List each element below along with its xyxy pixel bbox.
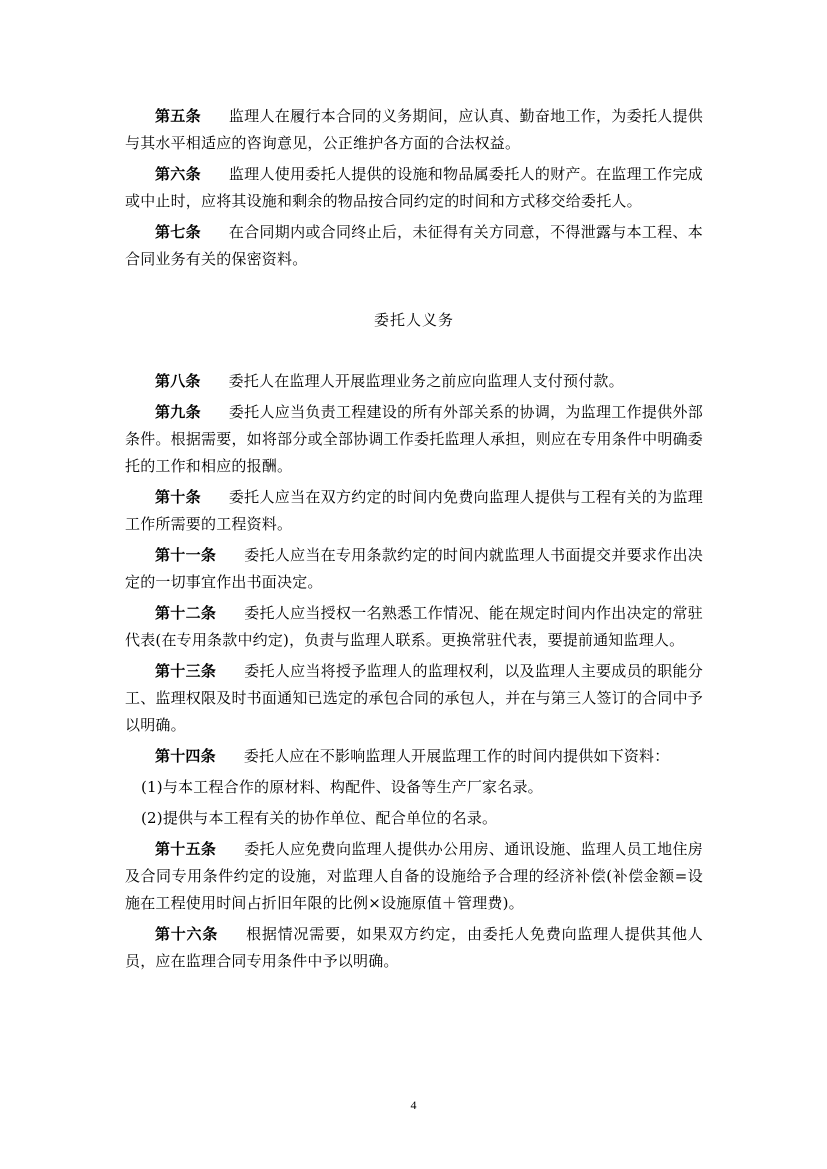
- article-text: 根据情况需要，如果双方约定，由委托人免费向监理人提供其他人员，应在监理合同专用条件中予以明确。: [125, 925, 703, 970]
- article-7: [125, 219, 703, 273]
- article-text: 委托人应当授权一名熟悉工作情况、能在规定时间内作出决定的常驻代表(在专用条款中约定)，负责与监理人联系。更换常驻代表，要提前通知监理人。: [125, 604, 703, 649]
- article-11: [125, 542, 703, 596]
- article-text: 委托人在监理人开展监理业务之前应向监理人支付预付款。: [228, 372, 624, 390]
- article-14: [125, 743, 703, 770]
- article-text: 监理人在履行本合同的义务期间，应认真、勤奋地工作，为委托人提供与其水平相适应的咨询意见，公正维护各方面的合法权益。: [125, 107, 703, 152]
- article-label: 第八条: [155, 372, 201, 390]
- article-9: [125, 399, 703, 480]
- list-item: (1)与本工程合作的原材料、构配件、设备等生产厂家名录。: [141, 778, 543, 796]
- article-text: 委托人应当负责工程建设的所有外部关系的协调，为监理工作提供外部条件。根据需要，如将部分或全部协调工作委托监理人承担，则应在专用条件中明确委托的工作和相应的报酬。: [125, 403, 703, 475]
- article-8: [125, 368, 703, 395]
- article-13: [125, 658, 703, 739]
- article-text: 委托人应免费向监理人提供办公用房、通讯设施、监理人员工地住房及合同专用条件约定的设施，对监理人自备的设施给予合理的经济补偿(补偿金额=设施在工程使用时间占折旧年限的比例×设施原值＋管理费)。: [125, 840, 703, 912]
- article-label: 第十条: [155, 488, 201, 506]
- document-body: [125, 103, 703, 979]
- article-label: 第五条: [155, 107, 201, 125]
- article-text: 委托人应在不影响监理人开展监理工作的时间内提供如下资料：: [243, 747, 670, 765]
- article-12: [125, 600, 703, 654]
- article-6: [125, 161, 703, 215]
- article-label: 第七条: [155, 223, 201, 241]
- page-number: 4: [410, 1098, 417, 1112]
- article-label: 第十六条: [155, 925, 219, 943]
- article-text: 委托人应当在专用条款约定的时间内就监理人书面提交并要求作出决定的一切事宜作出书面决定。: [125, 546, 703, 591]
- article-label: 第九条: [155, 403, 201, 421]
- article-text: 委托人应当将授予监理人的监理权利，以及监理人主要成员的职能分工、监理权限及时书面通知已选定的承包合同的承包人，并在与第三人签订的合同中予以明确。: [125, 662, 703, 734]
- article-5: [125, 103, 703, 157]
- article-text: 监理人使用委托人提供的设施和物品属委托人的财产。在监理工作完成或中止时，应将其设施和剩余的物品按合同约定的时间和方式移交给委托人。: [125, 165, 703, 210]
- article-label: 第十一条: [155, 546, 217, 564]
- article-text: 在合同期内或合同终止后，未征得有关方同意，不得泄露与本工程、本合同业务有关的保密资料。: [125, 223, 703, 268]
- article-label: 第十四条: [155, 747, 216, 765]
- article-label: 第六条: [155, 165, 201, 183]
- list-item: (2)提供与本工程有关的协作单位、配合单位的名录。: [141, 809, 498, 827]
- section-title: 委托人义务: [373, 311, 454, 329]
- article-label: 第十二条: [155, 604, 217, 622]
- article-16: [125, 921, 703, 975]
- article-text: 委托人应当在双方约定的时间内免费向监理人提供与工程有关的为监理工作所需要的工程资料。: [125, 488, 703, 533]
- article-label: 第十三条: [155, 662, 217, 680]
- article-15: [125, 836, 703, 917]
- article-label: 第十五条: [155, 840, 217, 858]
- article-10: [125, 484, 703, 538]
